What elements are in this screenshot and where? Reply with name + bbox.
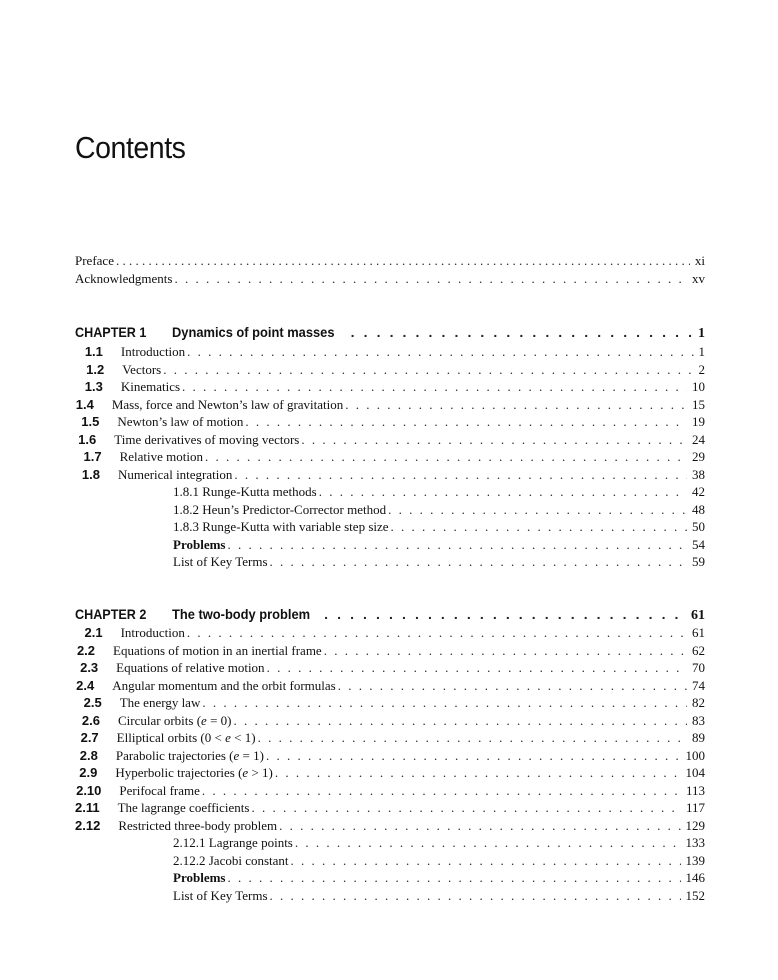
dot-leader bbox=[116, 252, 690, 270]
entry-title: List of Key Terms bbox=[173, 554, 268, 569]
dot-leader bbox=[324, 642, 687, 660]
chapter-title: The two-body problem bbox=[172, 606, 311, 622]
toc-entry[interactable] bbox=[173, 887, 705, 905]
dot-leader bbox=[202, 694, 687, 712]
entry-page: xi bbox=[694, 253, 705, 268]
toc-entry[interactable] bbox=[75, 747, 705, 765]
dot-leader bbox=[205, 448, 687, 466]
entry-title: List of Key Terms bbox=[173, 887, 268, 903]
toc-entry[interactable] bbox=[75, 431, 705, 449]
toc-entry[interactable] bbox=[173, 518, 705, 536]
dot-leader bbox=[187, 624, 687, 642]
entry-title: Acknowledgments bbox=[75, 271, 173, 286]
entry-page: 139 bbox=[685, 852, 705, 868]
toc-entry[interactable] bbox=[75, 677, 705, 695]
dot-leader bbox=[187, 343, 693, 361]
dot-leader bbox=[295, 834, 681, 852]
entry-title: Numerical integration bbox=[117, 466, 233, 482]
entry-page: 10 bbox=[692, 379, 705, 394]
dot-leader bbox=[163, 361, 693, 379]
section-number: 2.9 bbox=[79, 765, 98, 780]
dot-leader bbox=[234, 466, 687, 484]
entry-title: Angular momentum and the orbit formulas bbox=[112, 677, 336, 693]
toc-chapter-2[interactable] bbox=[75, 605, 705, 623]
entry-title: Elliptical orbits (0 < e < 1) bbox=[116, 730, 256, 745]
entry-title: Parabolic trajectories (e = 1) bbox=[115, 747, 264, 763]
dot-leader bbox=[270, 553, 687, 571]
entry-title: 1.8.1 Runge-Kutta methods bbox=[173, 484, 317, 499]
entry-title: Mass, force and Newton’s law of gravitation bbox=[111, 396, 344, 412]
toc-entry[interactable] bbox=[75, 694, 705, 712]
toc-entry[interactable] bbox=[75, 764, 705, 782]
section-number: 2.3 bbox=[80, 660, 99, 675]
section-number: 2.10 bbox=[76, 782, 102, 798]
entry-title: Problems bbox=[173, 870, 226, 885]
entry-page: 54 bbox=[692, 536, 705, 552]
entry-page: 38 bbox=[692, 466, 705, 482]
dot-leader bbox=[174, 270, 687, 288]
entry-title: The energy law bbox=[119, 695, 201, 710]
dot-leader bbox=[270, 887, 681, 905]
chapter-title: Dynamics of point masses bbox=[172, 324, 335, 340]
dot-leader bbox=[345, 396, 687, 414]
dot-leader bbox=[324, 605, 686, 623]
toc-entry[interactable] bbox=[75, 378, 705, 396]
entry-title: Hyperbolic trajectories (e > 1) bbox=[115, 765, 273, 780]
dot-leader bbox=[234, 712, 688, 730]
toc-entry[interactable] bbox=[75, 361, 705, 379]
entry-page: 19 bbox=[692, 414, 705, 429]
toc-entry[interactable] bbox=[75, 729, 705, 747]
section-number: 2.7 bbox=[80, 730, 99, 745]
chapter-page: 1 bbox=[698, 326, 705, 341]
entry-page: 89 bbox=[692, 730, 705, 745]
toc-entry[interactable] bbox=[75, 466, 705, 484]
entry-page: 59 bbox=[692, 554, 705, 569]
toc-entry[interactable] bbox=[75, 624, 705, 642]
dot-leader bbox=[267, 659, 687, 677]
entry-title: Time derivatives of moving vectors bbox=[114, 431, 300, 447]
entry-page: 129 bbox=[685, 817, 705, 833]
toc-entry[interactable] bbox=[173, 869, 705, 887]
entry-title: Relative motion bbox=[119, 449, 203, 464]
toc-chapter-1[interactable] bbox=[75, 323, 705, 341]
dot-leader bbox=[245, 413, 687, 431]
entry-title: Vectors bbox=[122, 361, 162, 377]
entry-page: 29 bbox=[692, 449, 705, 464]
toc-entry[interactable] bbox=[173, 553, 705, 571]
dot-leader bbox=[351, 323, 693, 341]
dot-leader bbox=[258, 729, 687, 747]
entry-title: Preface bbox=[75, 253, 114, 268]
section-number: 1.6 bbox=[78, 431, 97, 447]
dot-leader bbox=[227, 869, 680, 887]
dot-leader bbox=[338, 677, 687, 695]
section-number: 2.8 bbox=[79, 747, 98, 763]
section-number: 2.6 bbox=[81, 712, 100, 728]
entry-title: Kinematics bbox=[120, 379, 181, 394]
dot-leader bbox=[301, 431, 687, 449]
entry-title: Perifocal frame bbox=[119, 782, 200, 798]
section-number: 1.3 bbox=[84, 379, 103, 394]
dot-leader bbox=[202, 782, 681, 800]
entry-title: 1.8.2 Heun’s Predictor-Corrector method bbox=[173, 501, 387, 517]
toc-entry[interactable] bbox=[173, 852, 705, 870]
entry-page: 70 bbox=[692, 660, 705, 675]
toc-entry[interactable] bbox=[75, 817, 705, 835]
entry-title: Introduction bbox=[120, 344, 186, 359]
toc-entry[interactable] bbox=[173, 834, 705, 852]
entry-title: Equations of motion in an inertial frame bbox=[113, 642, 322, 658]
entry-title: Problems bbox=[173, 536, 226, 552]
dot-leader bbox=[319, 483, 687, 501]
dot-leader bbox=[251, 799, 681, 817]
section-number: 2.4 bbox=[76, 677, 95, 693]
entry-page: 82 bbox=[692, 695, 705, 710]
entry-page: 50 bbox=[692, 519, 705, 534]
entry-page: 24 bbox=[692, 431, 705, 447]
entry-title: Restricted three-body problem bbox=[118, 817, 278, 833]
entry-page: 117 bbox=[685, 800, 705, 815]
entry-title: Circular orbits (e = 0) bbox=[118, 712, 232, 728]
entry-page: 83 bbox=[692, 712, 705, 728]
entry-page: 42 bbox=[692, 484, 705, 499]
entry-page: 146 bbox=[685, 870, 705, 885]
section-number: 2.11 bbox=[75, 800, 100, 815]
entry-page: 104 bbox=[685, 765, 705, 780]
toc-entry[interactable] bbox=[75, 413, 705, 431]
toc-entry-preface[interactable] bbox=[75, 252, 705, 270]
entry-page: 133 bbox=[685, 835, 705, 850]
page-title: Contents bbox=[75, 130, 186, 165]
entry-title: 2.12.1 Lagrange points bbox=[173, 835, 293, 850]
dot-leader bbox=[388, 501, 687, 519]
entry-title: Newton’s law of motion bbox=[117, 414, 244, 429]
toc-entry[interactable] bbox=[75, 343, 705, 361]
section-number: 1.7 bbox=[83, 449, 102, 464]
section-number: 1.2 bbox=[86, 361, 105, 377]
toc-entry[interactable] bbox=[75, 799, 705, 817]
dot-leader bbox=[275, 764, 681, 782]
dot-leader bbox=[266, 747, 681, 765]
dot-leader bbox=[279, 817, 680, 835]
chapter-label: CHAPTER 2 bbox=[75, 606, 147, 622]
section-number: 2.2 bbox=[76, 642, 96, 658]
toc-entry[interactable] bbox=[75, 396, 705, 414]
toc-entry[interactable] bbox=[75, 448, 705, 466]
entry-page: 61 bbox=[692, 625, 705, 640]
toc-entry[interactable] bbox=[75, 782, 705, 800]
section-number: 2.5 bbox=[83, 695, 102, 710]
entry-page: 62 bbox=[692, 642, 705, 658]
entry-page: 15 bbox=[692, 396, 705, 412]
entry-page: 152 bbox=[685, 887, 705, 903]
entry-title: Equations of relative motion bbox=[116, 660, 265, 675]
toc-entry[interactable] bbox=[75, 642, 705, 660]
entry-title: 2.12.2 Jacobi constant bbox=[173, 852, 289, 868]
entry-page: 74 bbox=[692, 677, 705, 693]
dot-leader bbox=[391, 518, 687, 536]
section-number: 1.4 bbox=[75, 396, 94, 412]
section-number: 1.8 bbox=[81, 466, 100, 482]
toc-entry[interactable] bbox=[75, 659, 705, 677]
dot-leader bbox=[227, 536, 687, 554]
entry-page: 100 bbox=[685, 747, 705, 763]
dot-leader bbox=[291, 852, 681, 870]
toc-entry[interactable] bbox=[173, 483, 705, 501]
entry-page: 48 bbox=[692, 501, 705, 517]
toc-entry[interactable] bbox=[75, 712, 705, 730]
entry-page: 113 bbox=[685, 782, 705, 798]
entry-title: The lagrange coefficients bbox=[117, 800, 250, 815]
section-number: 2.1 bbox=[84, 625, 103, 640]
entry-page: 1 bbox=[698, 344, 705, 359]
entry-title: Introduction bbox=[120, 625, 185, 640]
toc-entry[interactable] bbox=[173, 501, 705, 519]
entry-page: 2 bbox=[698, 361, 705, 377]
toc-entry[interactable] bbox=[173, 536, 705, 554]
section-number: 2.12 bbox=[75, 817, 101, 833]
chapter-label: CHAPTER 1 bbox=[75, 324, 147, 340]
toc-entry-acknowledgments[interactable] bbox=[75, 270, 705, 288]
chapter-page: 61 bbox=[691, 608, 705, 623]
entry-page: xv bbox=[692, 271, 705, 286]
dot-leader bbox=[182, 378, 687, 396]
section-number: 1.5 bbox=[81, 414, 100, 429]
section-number: 1.1 bbox=[84, 344, 103, 359]
entry-title: 1.8.3 Runge-Kutta with variable step size bbox=[173, 519, 389, 534]
